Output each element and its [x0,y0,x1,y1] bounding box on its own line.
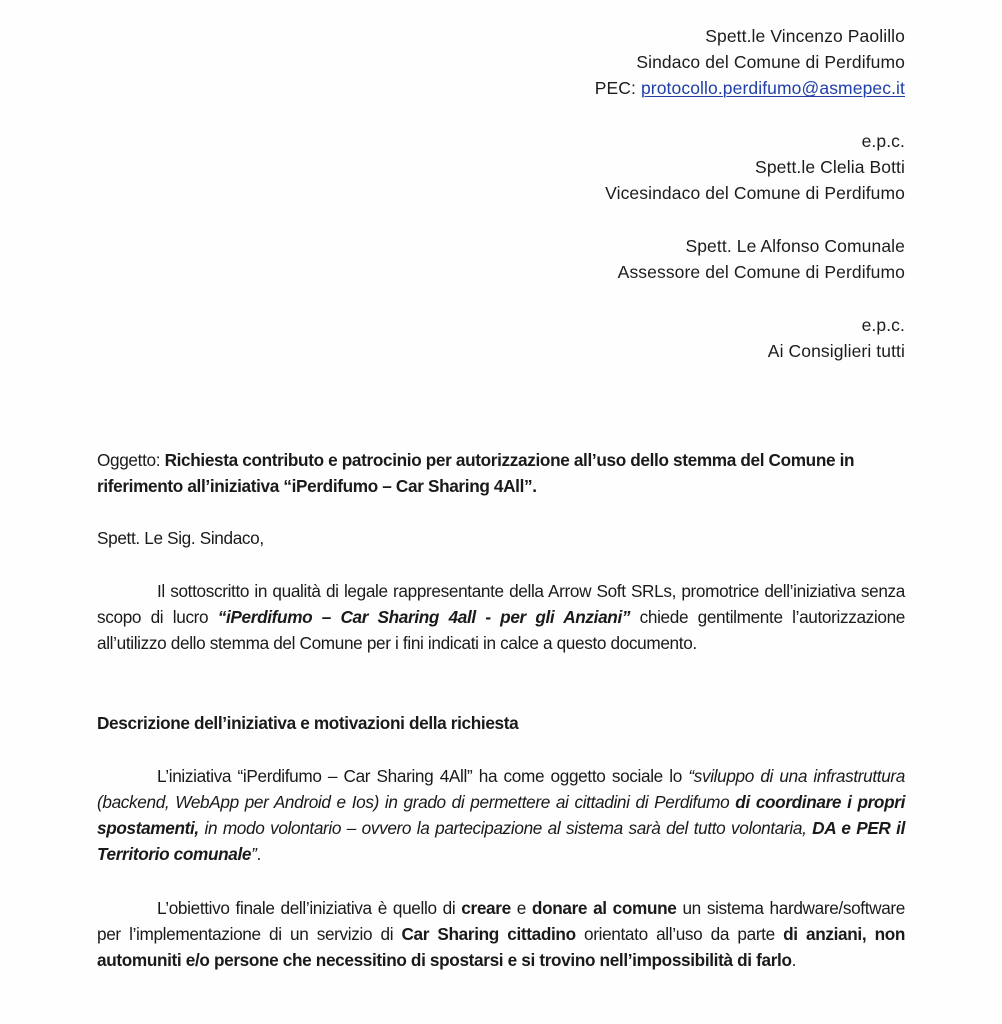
emphasis-text: creare [461,898,511,918]
emphasis-text: di anziani, non automuniti e/o persone che necessitino di spostarsi e si trovino nell’impossibilità di farlo [97,924,906,970]
paragraph-text: orientato all’uso da parte [575,924,784,944]
paragraph-text: L’iniziativa “iPerdifumo – Car Sharing 4All” ha come oggetto sociale lo [157,766,689,786]
subject-text: Richiesta contributo e patrocinio per autorizzazione all’uso dello stemma del Comune in riferimento all’iniziativa “iPerdifumo – Car Sharing 4All”. [97,450,855,496]
paragraph-text: e [510,898,532,918]
quote-close: ” [251,844,257,864]
emphasis-text: Car Sharing cittadino [401,924,576,944]
recipient-role: Sindaco del Comune di Perdifumo [636,52,905,72]
period: . [256,844,261,864]
recipient-role: Vicesindaco del Comune di Perdifumo [605,183,905,203]
period: . [791,950,797,970]
initiative-name: “iPerdifumo – Car Sharing 4all - per gli Anziani” [217,607,631,627]
recipient-name: Spett.le Vincenzo Paolillo [705,26,905,46]
recipient-role: Assessore del Comune di Perdifumo [617,262,905,282]
section-heading-text: Descrizione dell’iniziativa e motivazioni della richiesta [97,713,519,733]
paragraph-text: chiede gentilmente l’autorizzazione all’utilizzo dello stemma del Comune per i fini indicati in calce a questo documento. [97,607,906,653]
quote-text: in modo volontario – ovvero la partecipazione al sistema sarà del tutto volontaria, [198,818,813,838]
cc-recipient-block-1 [605,128,905,206]
paragraph-intro [97,578,905,656]
cc-recipient-block-2 [618,233,905,285]
pec-line [595,75,905,101]
subject-line [97,447,905,499]
paragraph-text: Il sottoscritto in qualità di legale rappresentante della Arrow Soft SRLs, promotrice dell’iniziativa senza scopo di lucro [97,581,905,627]
epc-label: e.p.c. [861,131,905,151]
recipient-name: Spett.le Clelia Botti [755,157,905,177]
section-heading [97,710,905,736]
recipient-name: Ai Consiglieri tutti [767,341,905,361]
salutation: Spett. Le Sig. Sindaco, [97,528,264,548]
emphasis-text: donare al comune [531,898,677,918]
quote-text: “sviluppo di una infrastruttura (backend, WebApp per Android e Ios) in grado di permettere ai cittadini di Perdifumo [97,766,905,812]
recipient-name: Spett. Le Alfonso Comunale [685,236,905,256]
paragraph-objective [97,895,905,973]
paragraph-text: un sistema hardware/software per l’implementazione di un servizio di [97,898,905,944]
quote-emphasis: DA e PER il Territorio comunale [97,818,905,864]
pec-email-link[interactable]: protocollo.perdifumo@asmepec.it [640,78,905,98]
paragraph-text: L’obiettivo finale dell’iniziativa è quello di [157,898,462,918]
epc-label: e.p.c. [861,315,905,335]
quote-emphasis: di coordinare i propri spostamenti, [97,792,905,838]
subject-label: Oggetto: [97,450,165,470]
cc-recipient-block-3 [768,312,905,364]
pec-label: PEC: [594,78,641,98]
primary-recipient-block [595,23,905,101]
paragraph-description [97,763,905,867]
